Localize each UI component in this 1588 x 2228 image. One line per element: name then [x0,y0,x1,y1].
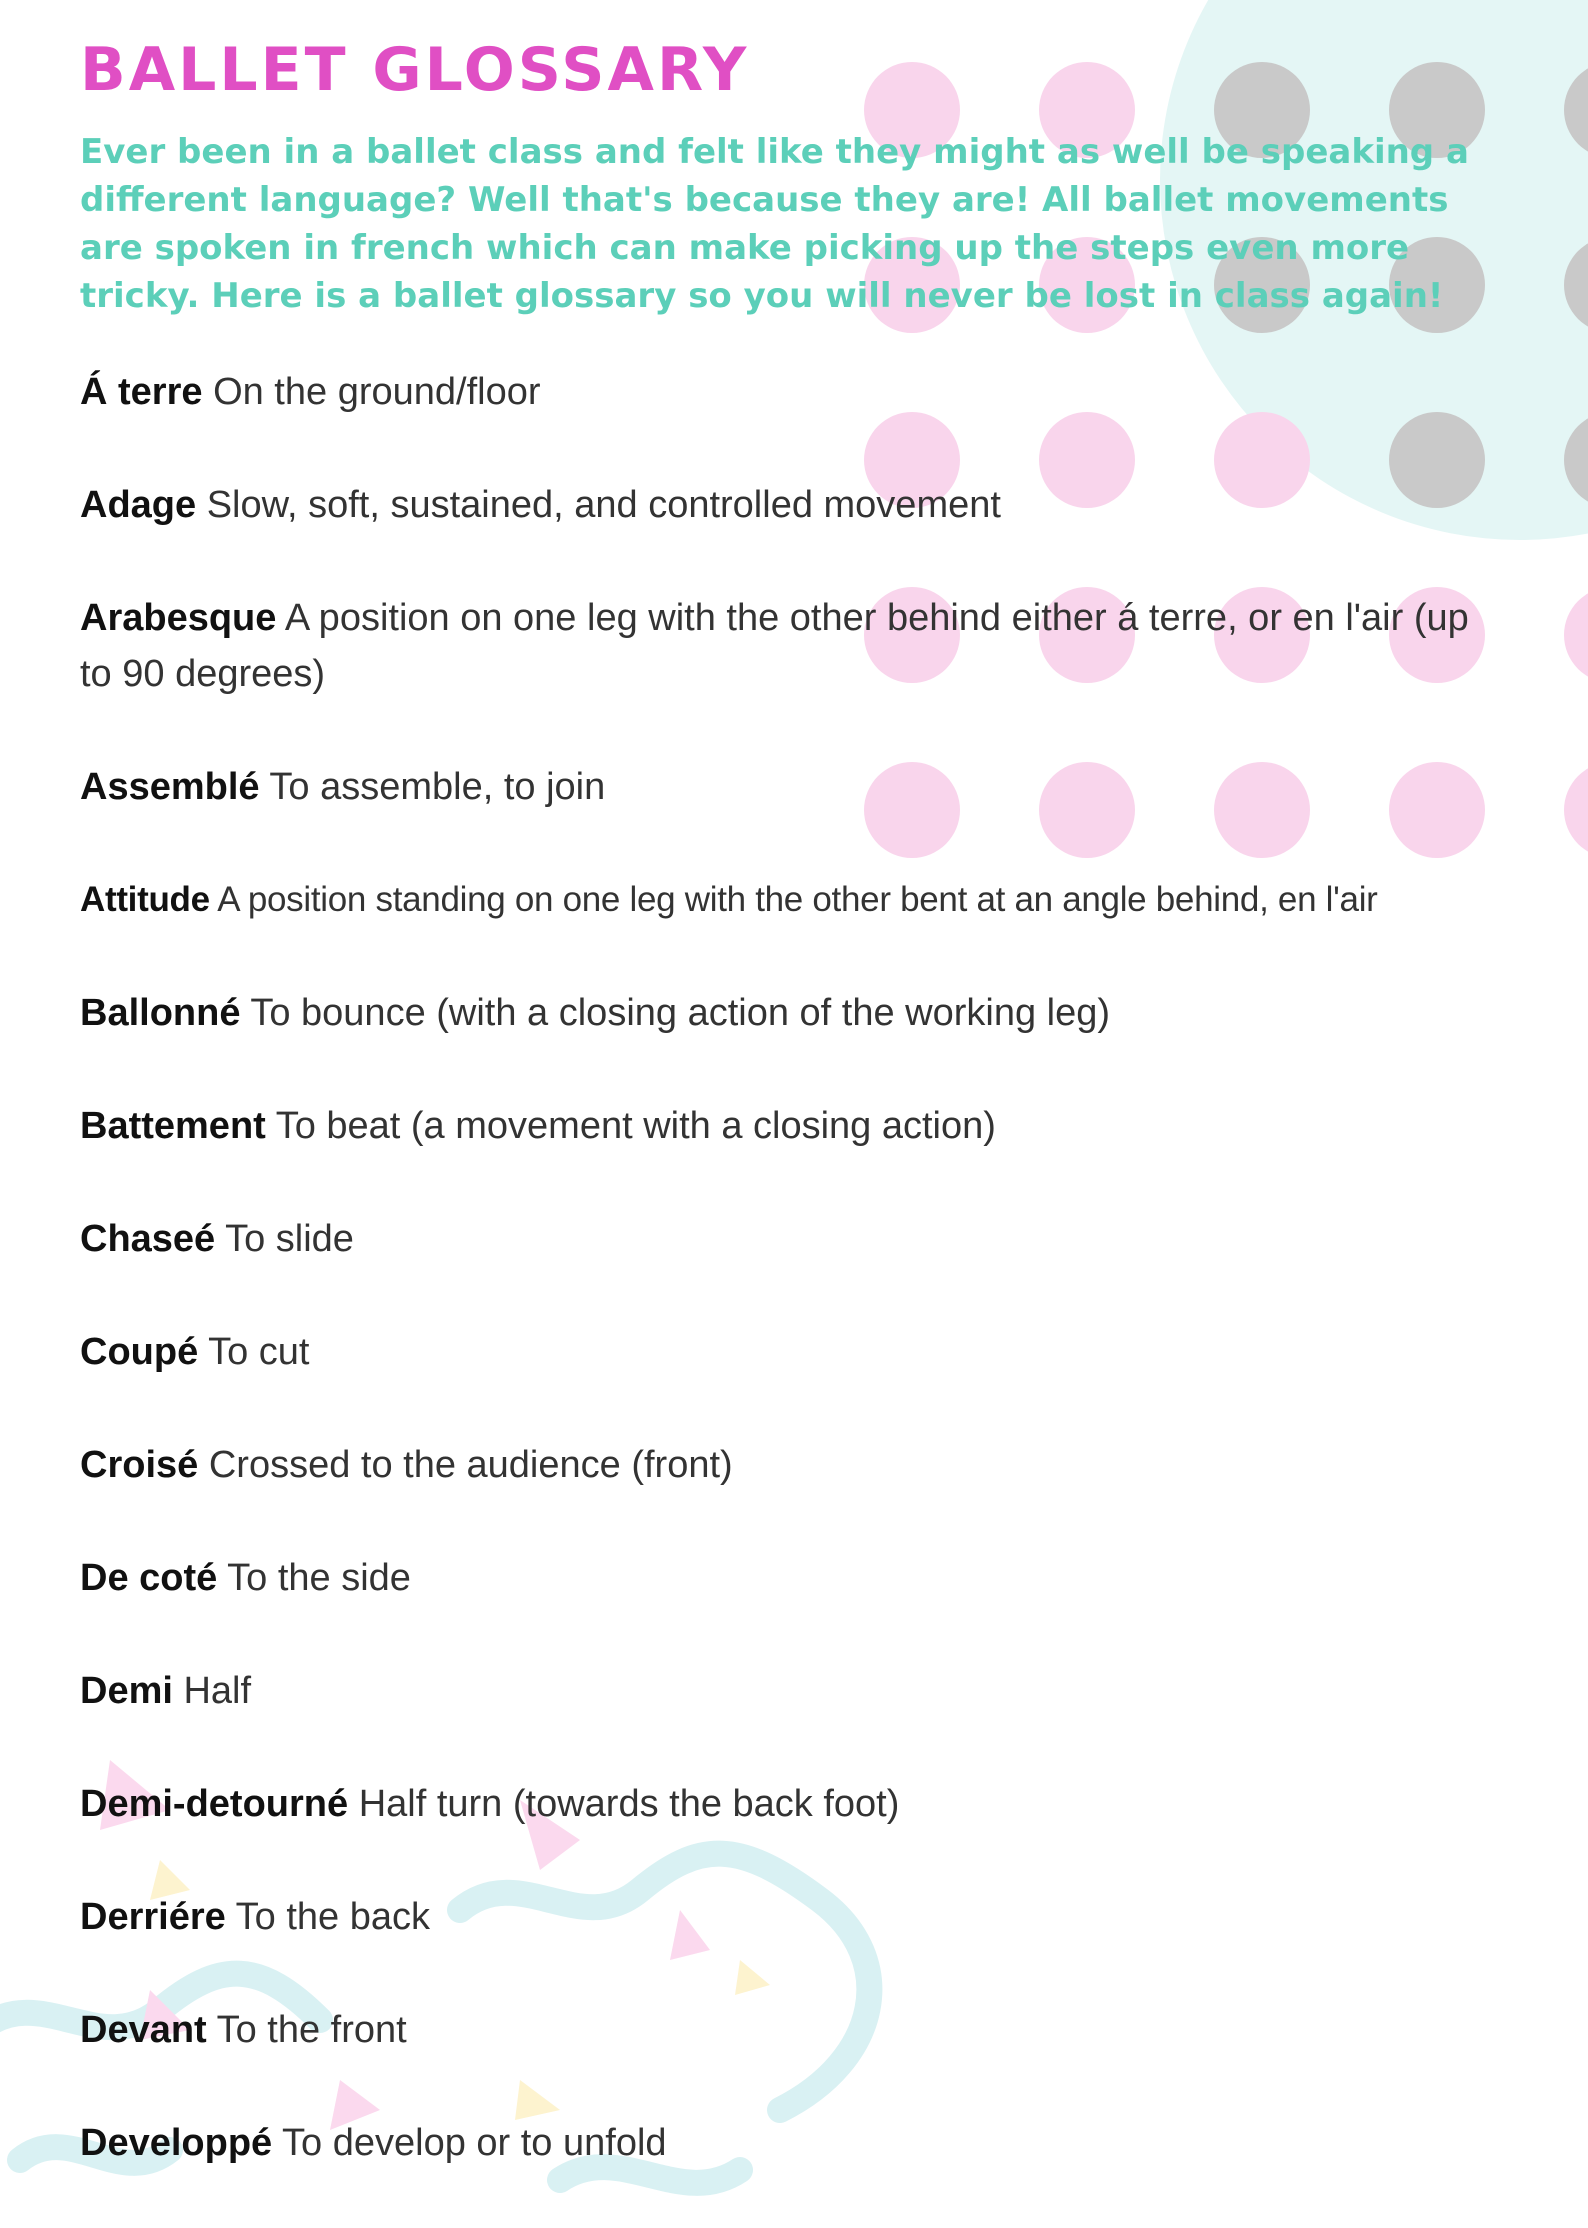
glossary-entry [80,1437,1510,1493]
glossary-entry [80,1098,1510,1154]
glossary-term: Demi [80,1670,173,1712]
glossary-term: Derriére [80,1896,226,1938]
glossary-entry [80,477,1510,533]
glossary-definition: A position on one leg with the other behind either á terre, or en l'air (up to 90 degrees) [80,597,1469,695]
glossary-definition: On the ground/floor [213,371,541,413]
glossary-entry [80,1211,1510,1267]
glossary-entry [80,872,1510,928]
glossary-term: Adage [80,484,197,526]
glossary-definition: To assemble, to join [269,766,606,808]
glossary-list [80,364,1520,2171]
glossary-definition: To the side [227,1557,411,1599]
glossary-definition: Slow, soft, sustained, and controlled movement [206,484,1001,526]
glossary-definition: Half [183,1670,252,1712]
intro-paragraph: Ever been in a ballet class and felt like they might as well be speaking a different language? Well that's because they are! All ballet movements are spoken in french which can make picking up the steps even more tricky. Here is a ballet glossary so you will never be lost in class again! [80,132,1469,316]
glossary-term: Croisé [80,1444,199,1486]
glossary-document [80,34,1520,2228]
glossary-entry [80,364,1510,420]
glossary-entry [80,1550,1510,1606]
glossary-entry [80,1889,1510,1945]
glossary-term: Assemblé [80,766,260,808]
glossary-entry [80,759,1510,815]
glossary-definition: Half turn (towards the back foot) [358,1783,900,1825]
glossary-definition: To slide [225,1218,354,1260]
glossary-definition: To the back [235,1896,430,1938]
glossary-entry [80,985,1510,1041]
glossary-term: Á terre [80,371,203,413]
glossary-definition: Crossed to the audience (front) [208,1444,733,1486]
glossary-term: Attitude [80,880,210,919]
glossary-definition: To bounce (with a closing action of the working leg) [250,992,1111,1034]
glossary-entry [80,1324,1510,1380]
glossary-term: Chaseé [80,1218,216,1260]
glossary-entry [80,2002,1510,2058]
glossary-entry [80,590,1510,702]
glossary-entry [80,1663,1510,1719]
glossary-term: Devant [80,2009,207,2051]
glossary-term: Battement [80,1105,266,1147]
glossary-term: Demi-detourné [80,1783,349,1825]
glossary-entry [80,1776,1510,1832]
glossary-term: Ballonné [80,992,241,1034]
glossary-term: Developpé [80,2122,273,2164]
glossary-definition: To beat (a movement with a closing action) [275,1105,996,1147]
glossary-term: Coupé [80,1331,199,1373]
glossary-definition: A position standing on one leg with the other bent at an angle behind, en l'air [217,880,1378,919]
glossary-definition: To develop or to unfold [282,2122,667,2164]
glossary-entry [80,2115,1510,2171]
page-title: BALLET GLOSSARY [80,35,750,105]
glossary-term: De coté [80,1557,218,1599]
glossary-term: Arabesque [80,597,277,639]
glossary-definition: To cut [208,1331,310,1373]
glossary-definition: To the front [216,2009,407,2051]
